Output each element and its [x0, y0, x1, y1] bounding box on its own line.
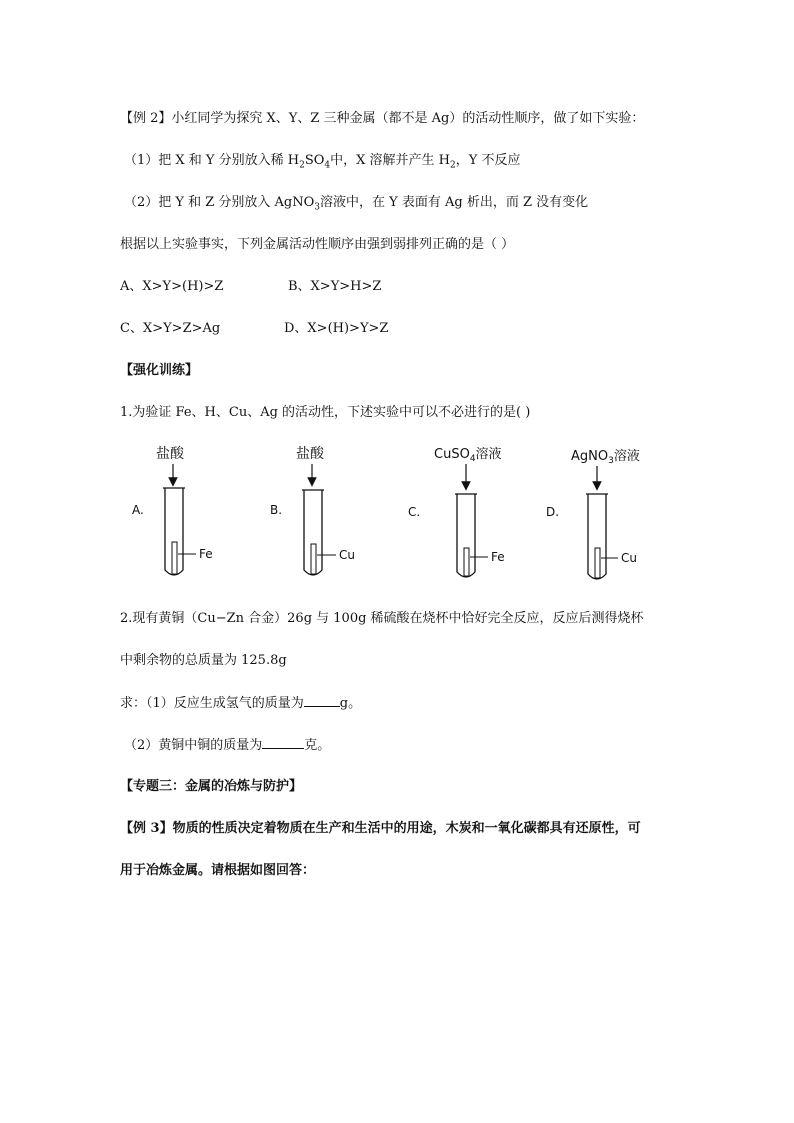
tube-b-metal: Cu: [339, 548, 355, 562]
tube-d-metal: Cu: [621, 551, 637, 565]
option-a: A、X>Y>(H)>Z: [120, 279, 224, 294]
tube-b: [270, 445, 355, 575]
training-header: 【强化训练】: [120, 363, 199, 378]
test-tube-diagram: [0, 430, 794, 590]
option-d: D、X>(H)>Y>Z: [284, 321, 389, 336]
option-c: C、X>Y>Z>Ag: [120, 321, 221, 336]
training-q2-ask2: （2）黄铜中铜的质量为 克。: [124, 738, 331, 753]
training-q2-line1: 2.现有黄铜（Cu−Zn 合金）26g 与 100g 稀硫酸在烧杯中恰好完全反应，反应后测得烧杯: [120, 611, 644, 626]
tube-c-letter: C.: [408, 505, 421, 519]
example2-question: 根据以上实验事实，下列金属活动性顺序由强到弱排列正确的是（ ）: [120, 237, 515, 252]
answer-blank-copper[interactable]: [262, 736, 304, 749]
tube-b-reagent: 盐酸: [296, 446, 324, 462]
tube-c: [408, 446, 505, 577]
topic3-header: 【专题三：金属的冶炼与防护】: [120, 779, 303, 794]
example3-line2: 用于冶炼金属。请根据如图回答：: [120, 863, 316, 878]
tube-d: [546, 448, 640, 579]
tube-a-metal: Fe: [199, 547, 213, 561]
example3-line1: 【例 3】物质的性质决定着物质在生产和生活中的用途，木炭和一氧化碳都具有还原性，可: [120, 821, 641, 836]
example2-step1: （1）把 X 和 Y 分别放入稀 $H_2SO_4$中，X 溶解并产生 $H_2$，Y 不反应: [124, 153, 521, 171]
answer-blank-hydrogen[interactable]: [304, 694, 340, 707]
option-b: B、X>Y>H>Z: [288, 279, 382, 294]
tube-d-reagent: AgNO$_3$溶液: [571, 449, 640, 466]
example2-step2: （2）把 Y 和 Z 分别放入 AgNO$_3$溶液中，在 Y 表面有 Ag 析出，而 Z 没有变化: [124, 195, 589, 213]
tube-a: [132, 445, 213, 575]
tube-b-letter: B.: [270, 503, 283, 517]
tube-c-metal: Fe: [491, 550, 505, 564]
tube-c-reagent: CuSO$_4$溶液: [434, 447, 502, 464]
example2-title: 【例 2】小红同学为探究 X、Y、Z 三种金属（都不是 Ag）的活动性顺序，做了如下实验：: [120, 111, 645, 126]
training-q2-ask1: 求：（1）反应生成氢气的质量为 g。: [120, 696, 362, 711]
tube-a-letter: A.: [132, 503, 144, 517]
training-q2-line2: 中剩余物的总质量为 125.8g: [120, 653, 287, 668]
tube-a-reagent: 盐酸: [156, 446, 184, 462]
training-q1: 1.为验证 Fe、H、Cu、Ag 的活动性，下述实验中可以不必进行的是( ): [120, 405, 531, 420]
tube-d-letter: D.: [546, 505, 560, 519]
